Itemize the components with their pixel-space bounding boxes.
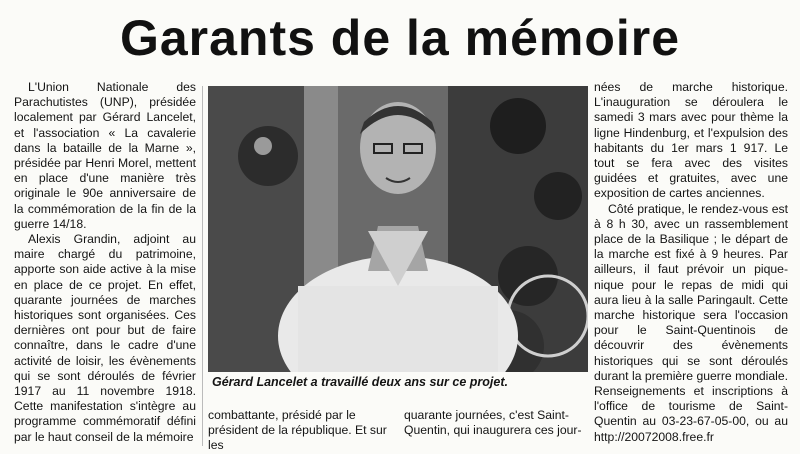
paragraph-continuation-a: combattante, présidé par le président de la république. Et sur les bbox=[208, 408, 387, 453]
paragraph-intro: L'Union Nationale des Parachutistes (UNP), présidée localement par Gérard Lancelet, et l'association « La cavalerie dans la bataille de la Marne », présidée par Henri Morel, mettent en place d'une manière très originale le 90e anniversaire de la commémoration de la fin de la guerre 14/18. bbox=[14, 80, 196, 231]
article-photo bbox=[208, 86, 588, 372]
paragraph-practical: Côté pratique, le rendez-vous est à 8 h 30, avec un rassemblement place de la Basilique ; le départ de la marche est fixé à 9 heures. Par ailleurs, il faut prévoir un pique-nique pour le repas de midi qui aura lieu à la salle Paringault. Cette marche historique sera l'occasion pour le Saint-Quentinois de découvrir des évènements historiques qui se sont déroulés durant la première guerre mondiale. Renseignements et inscriptions à l'office de tourisme de Saint-Quentin au 03-23-67-05-00, ou au http://20072008.free.fr bbox=[594, 201, 788, 444]
paragraph-continuation-b: quarante journées, c'est Saint-Quentin, qui inaugurera ces jour- bbox=[404, 408, 582, 438]
article-column-left bbox=[14, 80, 196, 445]
paragraph-inauguration: nées de marche historique. L'inauguration se déroulera le samedi 3 mars avec pour thème la ligne Hindenburg, et l'expulsion des habitants du 1er mars 1 917. Le tout se fera avec des visites guidées et gratuites, avec une exposition de cartes anciennes. bbox=[594, 80, 788, 201]
column-divider bbox=[202, 86, 203, 446]
article-headline: Garants de la mémoire bbox=[119, 10, 681, 66]
article-column-middle-a bbox=[208, 408, 393, 454]
article-column-middle-b bbox=[404, 408, 586, 438]
article-column-right bbox=[594, 80, 788, 445]
paragraph-grandin: Alexis Grandin, adjoint au maire chargé du patrimoine, apporte son aide active à la mise en place de ce projet. En effet, quarante journées de marches historiques sont organisées. Ces dernières ont pour but de faire connaître, dans le cadre d'une activité de loisir, les évènements qui se sont déroulés de février 1917 au 11 novembre 1918. Cette manifestation s'intègre au programme commémoratif défini par le haut conseil de la mémoire bbox=[14, 232, 196, 444]
photo-caption: Gérard Lancelet a travaillé deux ans sur ce projet. bbox=[212, 375, 508, 389]
